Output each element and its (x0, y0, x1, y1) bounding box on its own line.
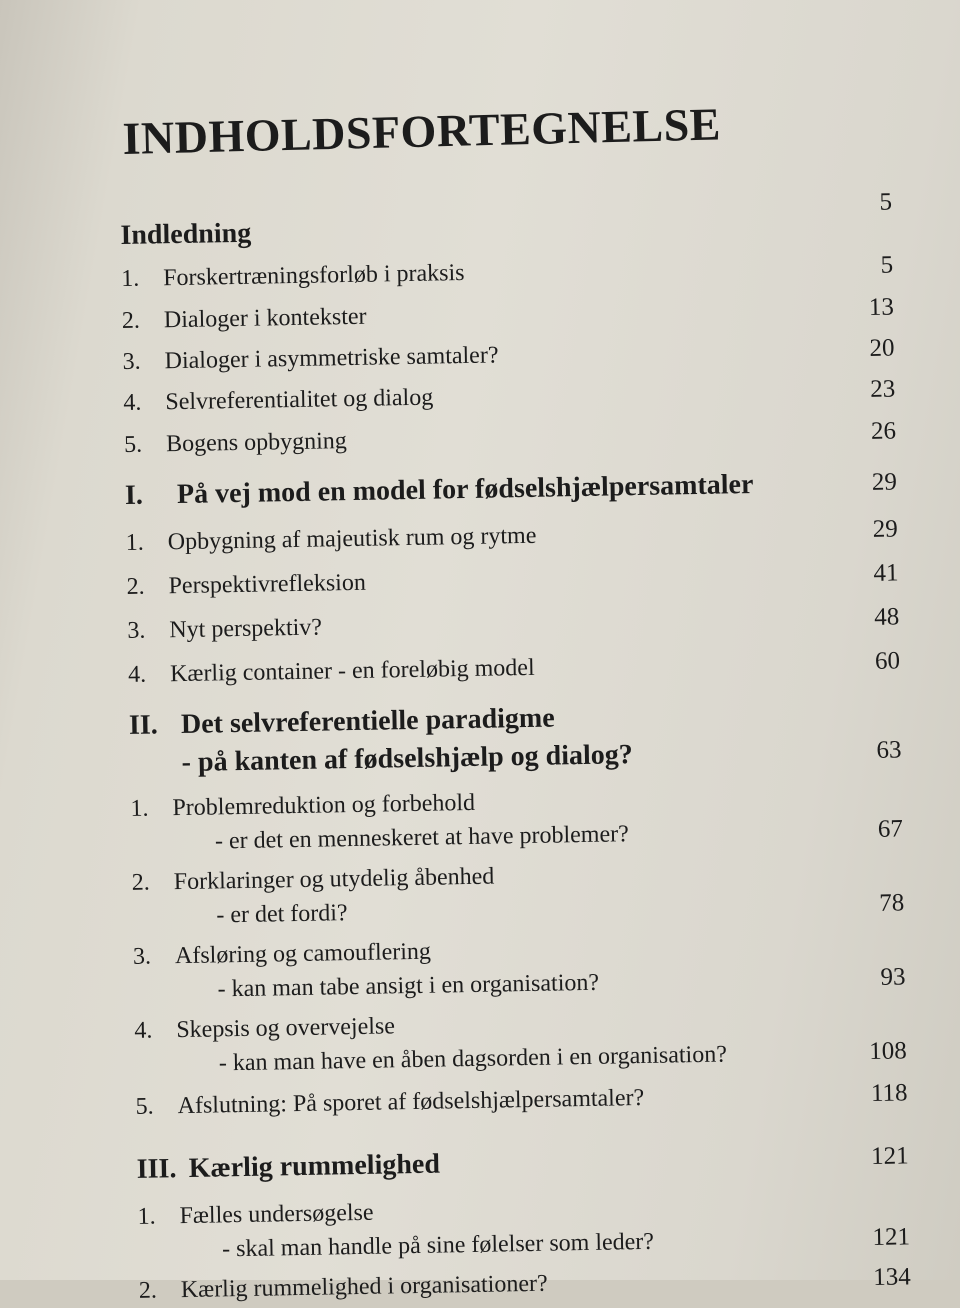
toc-item (126, 512, 898, 559)
toc-item (127, 600, 899, 647)
item-label: Problemreduktion og forbehold (172, 789, 476, 822)
page-number: 60 (874, 647, 901, 675)
page-number: 41 (873, 559, 899, 587)
chapter-heading-wrap (129, 700, 555, 743)
item-number: 3. (127, 617, 146, 644)
item-number: 3. (132, 943, 152, 970)
toc-item (126, 556, 898, 603)
chapter-number: II. (128, 709, 159, 741)
page-number: 134 (873, 1263, 911, 1292)
toc-item (122, 332, 894, 379)
page-number: 29 (871, 468, 898, 496)
toc-item (131, 852, 903, 899)
item-label: Bogens opbygning (165, 428, 347, 458)
item-label: Forklaringer og utydelig åbenhed (173, 863, 495, 896)
toc-chapter-intro (120, 188, 893, 251)
page-number: 48 (873, 603, 900, 631)
item-label: Skepsis og overvejelse (176, 1013, 396, 1044)
chapter-heading-wrap (136, 1147, 440, 1188)
item-label: Dialoger i kontekster (163, 303, 367, 334)
page-number: 29 (872, 515, 898, 543)
item-number: 4. (123, 389, 142, 416)
item-label: Afsløring og camouflering (174, 938, 432, 970)
toc-chapter-3 (136, 1138, 909, 1185)
toc-item (139, 1260, 911, 1307)
item-number: 1. (125, 529, 145, 556)
page-number: 118 (870, 1079, 908, 1108)
chapter-heading: Det selvreferentielle paradigme (180, 702, 555, 741)
page-number: 121 (872, 1223, 911, 1252)
page-number: 121 (870, 1142, 909, 1171)
item-label: Fælles undersøgelse (179, 1199, 374, 1230)
item-sublabel: - kan man tabe ansigt i en organisation? (217, 969, 600, 1003)
item-sublabel: - er det en menneskeret at have problemer? (214, 821, 629, 855)
page-number: 5 (880, 251, 894, 279)
item-label: Dialoger i asymmetriske samtaler? (164, 342, 499, 375)
item-number: 1. (120, 265, 140, 292)
item-label: Kærlig rummelighed i organisationer? (180, 1270, 548, 1304)
item-number: 2. (121, 307, 141, 334)
item-number: 2. (131, 869, 150, 896)
toc-chapter-1 (124, 464, 898, 511)
item-label: Kærlig container - en foreløbig model (169, 654, 535, 688)
toc-chapter-2 (128, 694, 901, 741)
page-number: 20 (869, 334, 895, 362)
page-number: 63 (876, 736, 902, 764)
table-of-contents (120, 188, 929, 1304)
chapter-number: III. (136, 1153, 177, 1185)
chapter-heading: På vej mod en model for fødselshjælpersamtaler (176, 468, 754, 511)
item-number: 5. (135, 1093, 154, 1120)
item-number: 2. (126, 573, 145, 600)
item-sublabel: - skal man handle på sine følelser som leder? (221, 1228, 655, 1263)
chapter-heading: Kærlig rummelighed (188, 1148, 441, 1184)
toc-item (124, 414, 896, 461)
item-label: Nyt perspektiv? (169, 614, 323, 644)
item-number: 4. (134, 1017, 153, 1044)
chapter-heading-wrap (125, 467, 754, 514)
page-title: INDHOLDSFORTEGNELSE (122, 98, 722, 164)
page-number: 13 (868, 293, 895, 321)
item-label: Forskertræningsforløb i praksis (162, 259, 465, 292)
item-number: 1. (130, 795, 149, 822)
page-number: 26 (870, 417, 897, 445)
toc-item (121, 249, 893, 296)
page-number: 93 (880, 963, 906, 991)
item-sublabel: - kan man have en åben dagsorden i en organisation? (218, 1041, 728, 1077)
toc-item (135, 1076, 907, 1123)
item-number: 4. (127, 661, 147, 688)
chapter-subheading: - på kanten af fødselshjælp og dialog? (181, 739, 634, 779)
item-label: Selvreferentialitet og dialog (165, 384, 434, 416)
toc-item (128, 644, 900, 691)
item-label: Opbygning af majeutisk rum og rytme (167, 522, 537, 556)
item-number: 5. (123, 431, 143, 458)
chapter-number: I. (124, 479, 144, 511)
item-label: Afslutning: På sporet af fødselshjælpersamtaler? (177, 1084, 645, 1120)
page-number: 108 (869, 1037, 908, 1066)
item-number: 2. (138, 1277, 158, 1304)
item-number: 1. (137, 1203, 156, 1230)
page-number: 78 (878, 889, 905, 917)
page-number: 5 (879, 188, 893, 216)
chapter-heading: Indledning (120, 217, 252, 251)
item-label: Perspektivrefleksion (168, 569, 367, 600)
page-number: 67 (877, 815, 904, 843)
page-number: 23 (870, 375, 896, 403)
toc-item (122, 291, 894, 338)
toc-item (123, 372, 895, 419)
item-number: 3. (122, 348, 141, 375)
item-sublabel: - er det fordi? (216, 900, 348, 929)
